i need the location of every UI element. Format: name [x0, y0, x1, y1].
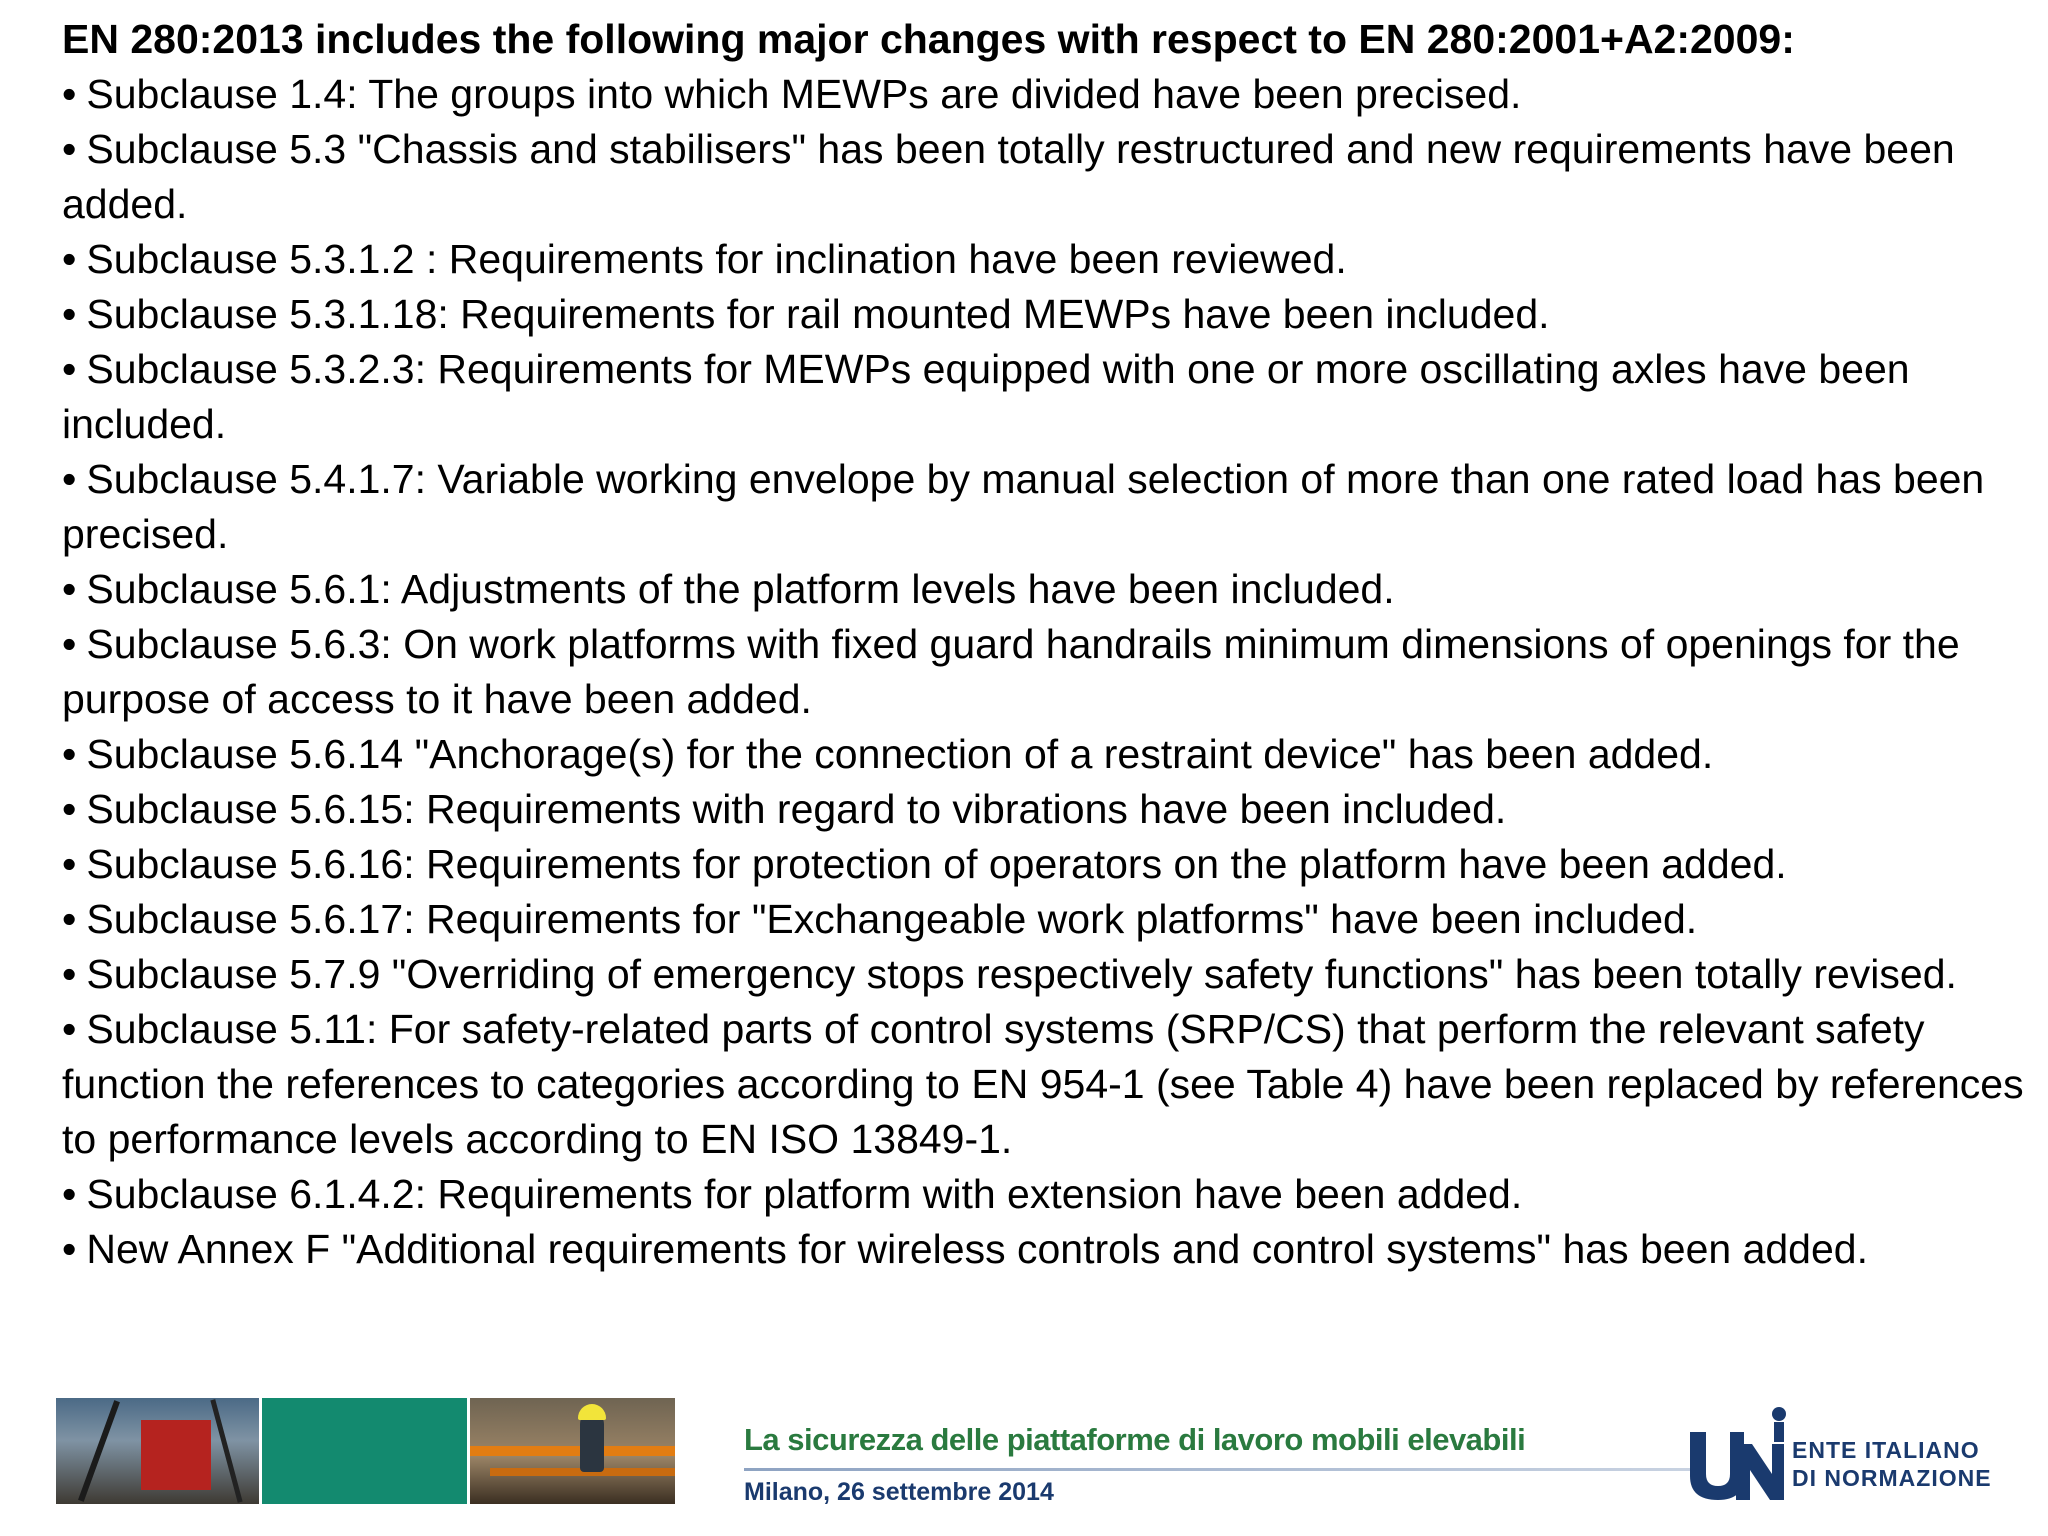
footer-photo-mewp-truck [56, 1398, 259, 1504]
change-list [62, 67, 2037, 1277]
change-item-text: Subclause 5.3.1.2 : Requirements for inclination have been reviewed. [86, 236, 1347, 282]
photo-mast [78, 1400, 120, 1502]
change-item [62, 67, 2037, 122]
bullet: • [62, 126, 77, 172]
footer-banner [56, 1398, 2016, 1510]
document-heading: EN 280:2013 includes the following major changes with respect to EN 280:2001+A2:2009: [62, 16, 1795, 62]
change-item [62, 947, 2037, 1002]
event-title: La sicurezza delle piattaforme di lavoro mobili elevabili [744, 1422, 1526, 1457]
change-item-text: Subclause 5.6.17: Requirements for "Exchangeable work platforms" have been included. [86, 896, 1698, 942]
change-item-text: Subclause 5.11: For safety-related parts of control systems (SRP/CS) that perform the relevant safety function the references to categories according to EN 954-1 (see Table 4) have been replaced by references to performance levels according to EN ISO 13849-1. [62, 1006, 2024, 1162]
bullet: • [62, 236, 77, 282]
bullet: • [62, 346, 77, 392]
change-item-text: Subclause 5.6.14 "Anchorage(s) for the connection of a restraint device" has been added. [86, 731, 1714, 777]
change-item-text: Subclause 5.6.16: Requirements for protection of operators on the platform have been added. [86, 841, 1787, 887]
change-item-text: Subclause 5.3.2.3: Requirements for MEWPs equipped with one or more oscillating axles have been included. [62, 346, 1910, 447]
change-item-text: New Annex F "Additional requirements for wireless controls and control systems" has been added. [86, 1226, 1868, 1272]
org-line-2: DI NORMAZIONE [1792, 1465, 1992, 1491]
change-item [62, 342, 2037, 452]
change-item [62, 452, 2037, 562]
change-item-text: Subclause 6.1.4.2: Requirements for platform with extension have been added. [86, 1171, 1523, 1217]
change-item [62, 562, 2037, 617]
uni-logo-icon [1686, 1404, 1786, 1504]
bullet: • [62, 1171, 77, 1217]
bullet: • [62, 456, 77, 502]
change-item [62, 727, 2037, 782]
change-item [62, 1222, 2037, 1277]
organization-name [1792, 1436, 1992, 1492]
bullet: • [62, 786, 77, 832]
change-item [62, 837, 2037, 892]
event-date: Milano, 26 settembre 2014 [744, 1478, 1054, 1506]
bullet: • [62, 951, 77, 997]
change-item [62, 617, 2037, 727]
footer-green-panel [262, 1398, 467, 1504]
change-item [62, 892, 2037, 947]
bullet: • [62, 291, 77, 337]
divider [744, 1468, 1704, 1471]
footer-photo-worker-platform [470, 1398, 675, 1504]
photo-red-cab [141, 1420, 211, 1490]
change-item-text: Subclause 1.4: The groups into which MEWPs are divided have been precised. [86, 71, 1522, 117]
change-item [62, 782, 2037, 837]
bullet: • [62, 1226, 77, 1272]
bullet: • [62, 1006, 77, 1052]
change-item [62, 232, 2037, 287]
bullet: • [62, 731, 77, 777]
change-item-text: Subclause 5.7.9 "Overriding of emergency stops respectively safety functions" has been totally revised. [86, 951, 1957, 997]
change-item-text: Subclause 5.6.1: Adjustments of the platform levels have been included. [86, 566, 1395, 612]
change-item-text: Subclause 5.6.3: On work platforms with fixed guard handrails minimum dimensions of openings for the purpose of access to it have been added. [62, 621, 1960, 722]
change-item-text: Subclause 5.3.1.18: Requirements for rail mounted MEWPs have been included. [86, 291, 1550, 337]
bullet: • [62, 621, 77, 667]
photo-platform-rail [470, 1446, 675, 1456]
change-item-text: Subclause 5.4.1.7: Variable working envelope by manual selection of more than one rated load has been precised. [62, 456, 1985, 557]
bullet: • [62, 71, 77, 117]
change-item [62, 287, 2037, 342]
photo-worker [580, 1412, 604, 1472]
change-item [62, 1002, 2037, 1167]
change-item [62, 1167, 2037, 1222]
bullet: • [62, 566, 77, 612]
bullet: • [62, 896, 77, 942]
change-item-text: Subclause 5.3 "Chassis and stabilisers" has been totally restructured and new requirements have been added. [62, 126, 1955, 227]
bullet: • [62, 841, 77, 887]
photo-mast [210, 1399, 242, 1503]
org-line-1: ENTE ITALIANO [1792, 1437, 1980, 1463]
change-item [62, 122, 2037, 232]
photo-helmet [578, 1404, 606, 1420]
document-body [62, 12, 2037, 1277]
change-item-text: Subclause 5.6.15: Requirements with regard to vibrations have been included. [86, 786, 1507, 832]
